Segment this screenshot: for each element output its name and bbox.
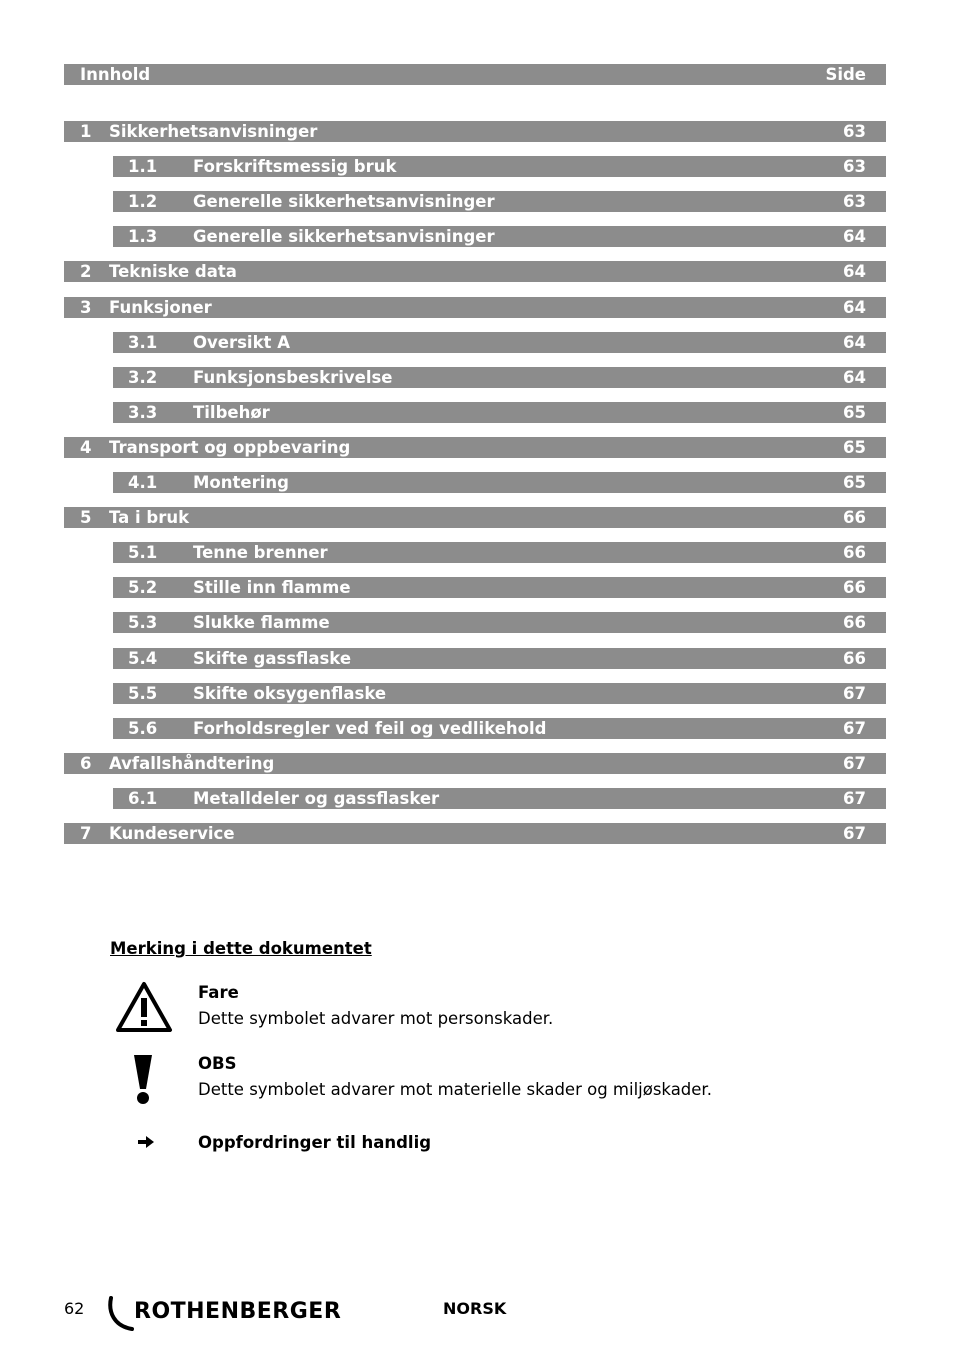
legend-notice-description: Dette symbolet advarer mot materielle skader og miljøskader.	[198, 1080, 712, 1099]
toc-entry-page: 64	[843, 227, 866, 246]
toc-entry-title: Tilbehør	[193, 403, 270, 422]
toc-entry-page: 67	[843, 719, 866, 738]
toc-entry-number: 6.1	[128, 789, 158, 808]
toc-entry-number: 1.2	[128, 192, 158, 211]
toc-entry-page: 64	[843, 368, 866, 387]
legend-notice	[198, 1051, 712, 1103]
toc-entry-page: 66	[843, 543, 866, 562]
toc-entry-number: 3.3	[128, 403, 158, 422]
toc-entry-number: 2	[80, 262, 92, 281]
toc-entry-page: 65	[843, 438, 866, 457]
toc-entry-page: 67	[843, 684, 866, 703]
toc-entry-page: 64	[843, 333, 866, 352]
toc-entry-title: Sikkerhetsanvisninger	[109, 122, 318, 141]
toc-entry-number: 5.1	[128, 543, 158, 562]
page-number: 62	[64, 1299, 85, 1318]
arrow-right-icon	[137, 1134, 155, 1150]
toc-entry-title: Slukke flamme	[193, 613, 330, 632]
toc-header-page-label: Side	[825, 65, 866, 84]
exclamation-icon	[131, 1053, 155, 1105]
toc-entry-title: Kundeservice	[109, 824, 235, 843]
toc-entry-number: 3.1	[128, 333, 158, 352]
toc-section[interactable]	[113, 577, 886, 598]
toc-entry-page: 67	[843, 824, 866, 843]
toc-entry-title: Funksjonsbeskrivelse	[193, 368, 393, 387]
toc-entry-number: 6	[80, 754, 92, 773]
toc-entry-number: 1.1	[128, 157, 158, 176]
toc-section[interactable]	[113, 367, 886, 388]
toc-entry-number: 5	[80, 508, 92, 527]
toc-section[interactable]	[113, 332, 886, 353]
toc-entry-number: 3	[80, 298, 92, 317]
toc-section[interactable]	[113, 472, 886, 493]
toc-entry-number: 4	[80, 438, 92, 457]
toc-entry-number: 5.3	[128, 613, 158, 632]
toc-entry-page: 67	[843, 789, 866, 808]
toc-entry-number: 5.4	[128, 649, 158, 668]
toc-entry-title: Metalldeler og gassflasker	[193, 789, 440, 808]
toc-entry-title: Generelle sikkerhetsanvisninger	[193, 227, 495, 246]
toc-entry-page: 63	[843, 122, 866, 141]
toc-section[interactable]	[113, 612, 886, 633]
toc-entry-page: 66	[843, 578, 866, 597]
toc-chapter[interactable]	[64, 823, 886, 844]
toc-entry-title: Generelle sikkerhetsanvisninger	[193, 192, 495, 211]
toc-entry-number: 5.2	[128, 578, 158, 597]
toc-section[interactable]	[113, 648, 886, 669]
toc-chapter[interactable]	[64, 507, 886, 528]
legend-action-title: Oppfordringer til handlig	[198, 1133, 432, 1152]
toc-entry-title: Transport og oppbevaring	[109, 438, 351, 457]
toc-entry-number: 3.2	[128, 368, 158, 387]
toc-entry-page: 63	[843, 157, 866, 176]
legend-danger-description: Dette symbolet advarer mot personskader.	[198, 1009, 554, 1028]
toc-section[interactable]	[113, 191, 886, 212]
brand-text: ROTHENBERGER	[134, 1299, 342, 1324]
toc-entry-page: 67	[843, 754, 866, 773]
toc-entry-page: 64	[843, 262, 866, 281]
toc-entry-title: Tenne brenner	[193, 543, 328, 562]
toc-section[interactable]	[113, 718, 886, 739]
legend-notice-title: OBS	[198, 1054, 237, 1073]
toc-entry-number: 7	[80, 824, 92, 843]
toc-entry-title: Stille inn flamme	[193, 578, 351, 597]
toc-entry-page: 66	[843, 613, 866, 632]
toc-entry-title: Funksjoner	[109, 298, 212, 317]
toc-chapter[interactable]	[64, 261, 886, 282]
legend-danger	[198, 980, 553, 1032]
legend-title: Merking i dette dokumentet	[110, 939, 372, 958]
toc-section[interactable]	[113, 156, 886, 177]
toc-entry-page: 64	[843, 298, 866, 317]
toc-entry-title: Skifte gassflaske	[193, 649, 352, 668]
toc-section[interactable]	[113, 788, 886, 809]
legend-danger-title: Fare	[198, 983, 239, 1002]
toc-entry-number: 1	[80, 122, 92, 141]
toc-entry-title: Skifte oksygenflaske	[193, 684, 387, 703]
toc-entry-title: Forskriftsmessig bruk	[193, 157, 397, 176]
toc-chapter[interactable]	[64, 121, 886, 142]
toc-entry-number: 4.1	[128, 473, 158, 492]
toc-section[interactable]	[113, 226, 886, 247]
toc-chapter[interactable]	[64, 297, 886, 318]
toc-entry-title: Forholdsregler ved feil og vedlikehold	[193, 719, 547, 738]
language-label: NORSK	[443, 1299, 507, 1318]
toc-entry-page: 66	[843, 508, 866, 527]
toc-entry-number: 5.6	[128, 719, 158, 738]
toc-header	[64, 64, 886, 85]
toc-entry-number: 1.3	[128, 227, 158, 246]
toc-chapter[interactable]	[64, 437, 886, 458]
toc-entry-page: 66	[843, 649, 866, 668]
toc-entry-title: Tekniske data	[109, 262, 237, 281]
toc-chapter[interactable]	[64, 753, 886, 774]
toc-entry-title: Montering	[193, 473, 289, 492]
toc-entry-title: Oversikt A	[193, 333, 290, 352]
toc-header-title: Innhold	[80, 65, 151, 84]
toc-entry-page: 65	[843, 473, 866, 492]
toc-entry-number: 5.5	[128, 684, 158, 703]
legend-action	[198, 1130, 431, 1156]
toc-entry-title: Avfallshåndtering	[109, 754, 275, 773]
rothenberger-logo	[106, 1292, 346, 1332]
toc-entry-title: Ta i bruk	[109, 508, 190, 527]
toc-section[interactable]	[113, 402, 886, 423]
toc-section[interactable]	[113, 542, 886, 563]
toc-section[interactable]	[113, 683, 886, 704]
toc-entry-page: 63	[843, 192, 866, 211]
warning-triangle-icon	[114, 980, 174, 1034]
toc-entry-page: 65	[843, 403, 866, 422]
